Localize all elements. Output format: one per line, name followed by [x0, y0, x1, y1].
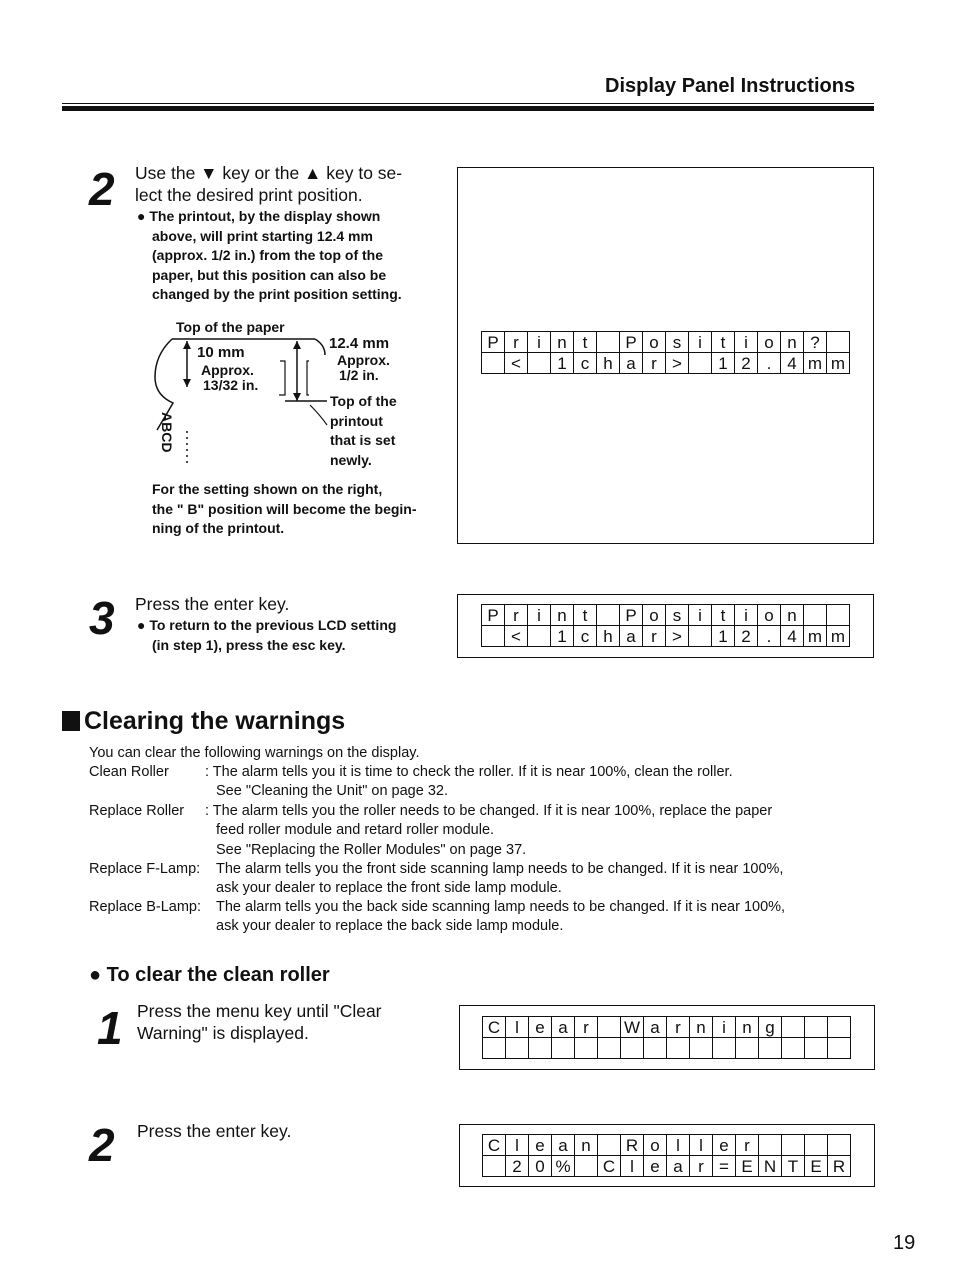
lcd-cell: n: [781, 605, 804, 626]
lcd-cell: o: [758, 332, 781, 353]
lcd-cell: =: [713, 1156, 736, 1177]
lcd-cell: l: [506, 1017, 529, 1038]
lcd-cell: E: [805, 1156, 828, 1177]
vertical-letters: ABCD: [159, 412, 175, 453]
lcd-cell: %: [552, 1156, 575, 1177]
lcd-cell: e: [529, 1017, 552, 1038]
lcd-cell: >: [666, 626, 689, 647]
step-note: ● To return to the previous LCD setting (in step 1), press the esc key.: [137, 617, 397, 653]
lcd-cell: a: [620, 353, 643, 374]
page-header-title: Display Panel Instructions: [605, 75, 856, 97]
lcd-cell: t: [574, 332, 597, 353]
lcd-cell: [529, 1038, 552, 1059]
lcd-cell: [827, 332, 850, 353]
lcd-cell: [782, 1038, 805, 1059]
lcd-cell: E: [736, 1156, 759, 1177]
lcd-cell: i: [713, 1017, 736, 1038]
lcd-panel: [457, 594, 874, 658]
lcd-cell: c: [574, 626, 597, 647]
lcd-cell: g: [759, 1017, 782, 1038]
lcd-cell: h: [597, 626, 620, 647]
lcd-cell: 2: [735, 626, 758, 647]
lcd-cell: [690, 1038, 713, 1059]
lcd-cell: [805, 1038, 828, 1059]
lcd-cell: [621, 1038, 644, 1059]
step-instruction: Use the ▼ key or the ▲ key to se- lect the desired print position.: [135, 163, 403, 205]
lcd-cell: l: [690, 1135, 713, 1156]
lcd-cell: n: [551, 332, 574, 353]
lcd-cell: r: [667, 1017, 690, 1038]
step-number: 2: [89, 163, 115, 215]
lcd-cell: [805, 1135, 828, 1156]
step-instruction: Press the menu key until "Clear Warning" is displayed.: [137, 1001, 382, 1043]
lcd-cell: [804, 605, 827, 626]
lcd-cell: r: [690, 1156, 713, 1177]
lcd-cell: m: [804, 626, 827, 647]
step-number: 3: [89, 592, 115, 644]
step-note: ● The printout, by the display shown above, will print starting 12.4 mm (approx. 1/2 in.) from the top of the paper, but this position can also be changed by the print position setting.: [137, 208, 402, 302]
lcd-cell: r: [643, 626, 666, 647]
lcd-cell: i: [528, 332, 551, 353]
lcd-cell: [552, 1038, 575, 1059]
lcd-cell: [506, 1038, 529, 1059]
warning-item: Clean Roller : The alarm tells you it is time to check the roller. If it is near 100%, clean the roller. See "Cleaning the Unit" on page 32.: [89, 764, 733, 800]
lcd-cell: [528, 626, 551, 647]
lcd-cell: i: [689, 332, 712, 353]
section-intro: You can clear the following warnings on the display.: [89, 745, 420, 761]
lcd-cell: [575, 1156, 598, 1177]
lcd-cell: ?: [804, 332, 827, 353]
lcd-cell: 0: [529, 1156, 552, 1177]
lcd-cell: t: [712, 605, 735, 626]
lcd-cell: a: [644, 1017, 667, 1038]
lcd-cell: N: [759, 1156, 782, 1177]
lcd-cell: e: [644, 1156, 667, 1177]
warning-item: Replace F-Lamp: The alarm tells you the front side scanning lamp needs to be changed. If it is near 100%, ask your dealer to replace the front side lamp module.: [89, 861, 784, 897]
lcd-cell: i: [689, 605, 712, 626]
lcd-cell: T: [782, 1156, 805, 1177]
lcd-cell: [782, 1135, 805, 1156]
warning-item: Replace B-Lamp: The alarm tells you the back side scanning lamp needs to be changed. If it is near 100%, ask your dealer to replace the back side lamp module.: [89, 899, 786, 935]
lcd-cell: R: [828, 1156, 851, 1177]
lcd-cell: a: [552, 1017, 575, 1038]
lcd-cell: [827, 605, 850, 626]
lcd-cell: P: [620, 332, 643, 353]
lcd-cell: r: [575, 1017, 598, 1038]
lcd-cell: P: [620, 605, 643, 626]
lcd-cell: i: [528, 605, 551, 626]
lcd-cell: o: [643, 605, 666, 626]
step-instruction: Press the enter key.: [135, 594, 290, 614]
lcd-cell: 4: [781, 626, 804, 647]
lcd-cell: o: [644, 1135, 667, 1156]
lcd-cell: [828, 1135, 851, 1156]
lcd-cell: >: [666, 353, 689, 374]
lcd-cell: [689, 353, 712, 374]
lcd-cell: t: [574, 605, 597, 626]
lcd-cell: [597, 332, 620, 353]
lcd-cell: C: [483, 1135, 506, 1156]
lcd-cell: a: [620, 626, 643, 647]
step-instruction: Press the enter key.: [137, 1121, 292, 1141]
lcd-cell: a: [552, 1135, 575, 1156]
lcd-cell: i: [735, 605, 758, 626]
lcd-cell: a: [667, 1156, 690, 1177]
lcd-cell: [482, 626, 505, 647]
lcd-cell: [759, 1038, 782, 1059]
lcd-display: [481, 604, 850, 647]
lcd-cell: P: [482, 332, 505, 353]
lcd-cell: R: [621, 1135, 644, 1156]
lcd-cell: [828, 1017, 851, 1038]
lcd-cell: 1: [551, 626, 574, 647]
lcd-cell: [644, 1038, 667, 1059]
lcd-cell: m: [804, 353, 827, 374]
lcd-cell: l: [506, 1135, 529, 1156]
lcd-cell: c: [574, 353, 597, 374]
lcd-cell: [483, 1156, 506, 1177]
lcd-cell: [598, 1038, 621, 1059]
lcd-cell: r: [505, 332, 528, 353]
lcd-cell: n: [575, 1135, 598, 1156]
page-number: 19: [893, 1232, 916, 1254]
lcd-cell: s: [666, 605, 689, 626]
lcd-cell: e: [529, 1135, 552, 1156]
printout-label: Top of the printout that is set newly.: [330, 393, 397, 468]
lcd-cell: r: [643, 353, 666, 374]
lcd-cell: 2: [735, 353, 758, 374]
lcd-cell: .: [758, 353, 781, 374]
lcd-cell: m: [827, 353, 850, 374]
header-rule-thick: [62, 106, 874, 111]
lcd-display: [481, 331, 850, 374]
lcd-cell: [482, 353, 505, 374]
lcd-cell: C: [483, 1017, 506, 1038]
lcd-cell: n: [690, 1017, 713, 1038]
lcd-cell: [828, 1038, 851, 1059]
lcd-panel: [459, 1005, 875, 1070]
lcd-cell: [598, 1017, 621, 1038]
lcd-cell: r: [736, 1135, 759, 1156]
warning-item: Replace Roller : The alarm tells you the roller needs to be changed. If it is near 100%, replace the paper feed roller module and retard roller module. See "Replacing the Roller Modules" on page 37.: [89, 803, 773, 858]
lcd-cell: l: [621, 1156, 644, 1177]
lcd-cell: C: [598, 1156, 621, 1177]
lcd-cell: 1: [551, 353, 574, 374]
lcd-cell: r: [505, 605, 528, 626]
lcd-cell: o: [758, 605, 781, 626]
lcd-cell: l: [667, 1135, 690, 1156]
lcd-cell: o: [643, 332, 666, 353]
lcd-cell: <: [505, 626, 528, 647]
lcd-cell: [597, 605, 620, 626]
lcd-cell: s: [666, 332, 689, 353]
lcd-cell: [667, 1038, 690, 1059]
square-bullet-icon: [62, 711, 80, 731]
lcd-cell: 1: [712, 626, 735, 647]
lcd-cell: [759, 1135, 782, 1156]
lcd-cell: P: [482, 605, 505, 626]
lcd-cell: t: [712, 332, 735, 353]
lcd-display: [482, 1016, 851, 1059]
top-of-paper-label: Top of the paper: [176, 319, 285, 335]
lcd-cell: m: [827, 626, 850, 647]
header-rule-thin: [62, 103, 874, 104]
lcd-cell: <: [505, 353, 528, 374]
lcd-cell: h: [597, 353, 620, 374]
lcd-cell: [528, 353, 551, 374]
lcd-cell: [805, 1017, 828, 1038]
lcd-cell: [736, 1038, 759, 1059]
lcd-display: [482, 1134, 851, 1177]
lcd-cell: [483, 1038, 506, 1059]
lcd-cell: i: [735, 332, 758, 353]
print-position-figure: Top of the paper 10 mm Approx. 13/32 in. 12.4 mm Approx. 1/2 in. ABCD Top of the printout that is set newly.: [145, 315, 445, 475]
lcd-cell: n: [551, 605, 574, 626]
lcd-cell: n: [736, 1017, 759, 1038]
lcd-cell: [782, 1017, 805, 1038]
lcd-cell: 2: [506, 1156, 529, 1177]
lcd-panel: [457, 167, 874, 544]
lcd-cell: [689, 626, 712, 647]
figure-lines: [145, 315, 445, 475]
lcd-cell: n: [781, 332, 804, 353]
setting-note: For the setting shown on the right, the " B" position will become the begin- ning of the printout.: [152, 481, 417, 536]
lcd-cell: [575, 1038, 598, 1059]
lcd-panel: [459, 1124, 875, 1187]
lcd-cell: [713, 1038, 736, 1059]
subsection-title: ● To clear the clean roller: [89, 964, 330, 986]
step-number: 1: [97, 1002, 123, 1054]
lcd-cell: [598, 1135, 621, 1156]
lcd-cell: .: [758, 626, 781, 647]
section-title: Clearing the warnings: [62, 707, 345, 736]
lcd-cell: 1: [712, 353, 735, 374]
lcd-cell: W: [621, 1017, 644, 1038]
lcd-cell: 4: [781, 353, 804, 374]
step-number: 2: [89, 1119, 115, 1171]
lcd-cell: e: [713, 1135, 736, 1156]
